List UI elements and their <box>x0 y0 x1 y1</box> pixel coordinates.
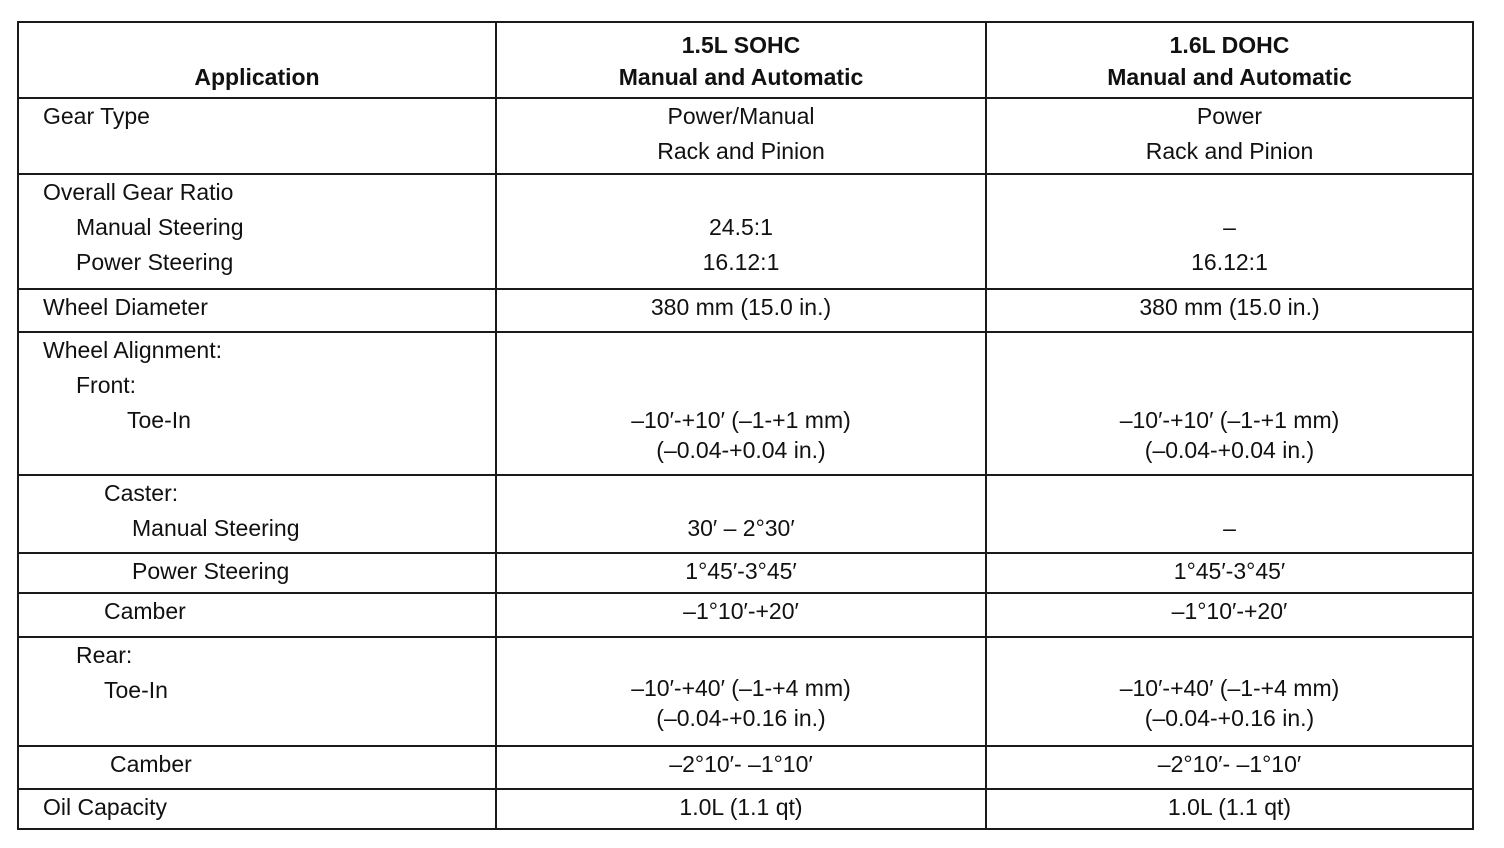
header-sohc <box>496 22 986 98</box>
rear-toe-in-label: Toe-In <box>104 677 168 704</box>
front-toe-in-dohc-line2: (–0.04-+0.04 in.) <box>1144 436 1315 463</box>
oil-capacity-label: Oil Capacity <box>43 793 167 820</box>
header-row <box>18 22 1473 98</box>
table-row-caster-power <box>18 553 1473 593</box>
wheel-diameter-sohc: 380 mm (15.0 in.) <box>650 293 832 320</box>
table-row-rear-toe-in <box>18 637 1473 745</box>
gear-type-dohc-cell <box>986 98 1473 174</box>
gear-type-label-cell <box>18 98 496 174</box>
table-row-oil-capacity <box>18 789 1473 829</box>
oil-capacity-dohc: 1.0L (1.1 qt) <box>1167 793 1292 820</box>
overall-gear-ratio-manual-label: Manual Steering <box>76 214 244 241</box>
header-dohc-line2: Manual and Automatic <box>1107 64 1352 90</box>
gear-type-sohc-cell <box>496 98 986 174</box>
caster-manual-dohc: – <box>1223 514 1236 541</box>
wheel-diameter-dohc: 380 mm (15.0 in.) <box>1139 293 1320 320</box>
gear-type-sohc-line2: Rack and Pinion <box>657 138 825 164</box>
front-camber-label: Camber <box>104 598 186 624</box>
caster-power-label: Power Steering <box>132 557 290 584</box>
overall-gear-ratio-dohc-cell <box>986 174 1473 288</box>
wheel-diameter-sohc-cell <box>496 289 986 332</box>
header-sohc-line2: Manual and Automatic <box>618 64 864 90</box>
rear-toe-in-sohc-cell <box>496 637 986 745</box>
wheel-diameter-label: Wheel Diameter <box>43 293 208 320</box>
table-row-rear-camber <box>18 746 1473 789</box>
header-dohc <box>986 22 1473 98</box>
caster-power-label-cell <box>18 553 496 593</box>
caster-manual-label: Manual Steering <box>132 514 300 541</box>
steering-specifications-table <box>17 21 1474 830</box>
header-dohc-line1: 1.6L DOHC <box>1169 32 1290 58</box>
rear-toe-in-sohc-line2: (–0.04-+0.16 in.) <box>656 705 826 732</box>
rear-toe-in-dohc-line1: –10′-+40′ (–1-+4 mm) <box>1119 675 1340 702</box>
overall-gear-ratio-power-label: Power Steering <box>76 249 234 276</box>
rear-label-cell <box>18 637 496 745</box>
overall-gear-ratio-sohc-manual: 24.5:1 <box>709 214 773 241</box>
rear-camber-dohc-cell <box>986 746 1473 789</box>
overall-gear-ratio-sohc-cell <box>496 174 986 288</box>
overall-gear-ratio-sohc-power: 16.12:1 <box>702 249 780 276</box>
front-toe-in-sohc-line2: (–0.04-+0.04 in.) <box>656 436 826 463</box>
front-camber-dohc-cell <box>986 593 1473 637</box>
rear-toe-in-dohc-line2: (–0.04-+0.16 in.) <box>1144 705 1315 732</box>
rear-camber-sohc: –2°10′- –1°10′ <box>669 750 813 777</box>
caster-manual-dohc-cell <box>986 475 1473 553</box>
header-application-text: Application <box>194 64 320 90</box>
gear-type-label: Gear Type <box>43 103 150 129</box>
rear-camber-sohc-cell <box>496 746 986 789</box>
rear-camber-label: Camber <box>110 750 192 777</box>
wheel-alignment-label-cell <box>18 332 496 475</box>
rear-toe-in-dohc-cell <box>986 637 1473 745</box>
caster-power-dohc: 1°45′-3°45′ <box>1173 557 1286 584</box>
front-toe-in-sohc-cell <box>496 332 986 475</box>
gear-type-sohc-line1: Power/Manual <box>667 103 815 129</box>
front-toe-in-dohc-cell <box>986 332 1473 475</box>
header-sohc-line1: 1.5L SOHC <box>681 32 801 58</box>
rear-camber-label-cell <box>18 746 496 789</box>
oil-capacity-sohc-cell <box>496 789 986 829</box>
oil-capacity-label-cell <box>18 789 496 829</box>
table-row-wheel-diameter <box>18 289 1473 332</box>
overall-gear-ratio-label-cell <box>18 174 496 288</box>
caster-power-sohc-cell <box>496 553 986 593</box>
front-camber-sohc: –1°10′-+20′ <box>683 598 799 624</box>
gear-type-dohc-line1: Power <box>1196 103 1263 129</box>
oil-capacity-dohc-cell <box>986 789 1473 829</box>
oil-capacity-sohc: 1.0L (1.1 qt) <box>679 793 803 820</box>
front-toe-in-label: Toe-In <box>127 406 191 433</box>
overall-gear-ratio-label: Overall Gear Ratio <box>43 179 234 206</box>
table-row-gear-type <box>18 98 1473 174</box>
front-camber-sohc-cell <box>496 593 986 637</box>
front-toe-in-sohc-line1: –10′-+10′ (–1-+1 mm) <box>631 406 851 433</box>
table-row-wheel-alignment-front-toe-in <box>18 332 1473 475</box>
table-row-overall-gear-ratio <box>18 174 1473 288</box>
table-row-caster-manual <box>18 475 1473 553</box>
overall-gear-ratio-dohc-manual: – <box>1223 214 1236 241</box>
wheel-alignment-label: Wheel Alignment: <box>43 336 222 363</box>
header-application <box>18 22 496 98</box>
caster-power-dohc-cell <box>986 553 1473 593</box>
gear-type-dohc-line2: Rack and Pinion <box>1145 138 1314 164</box>
caster-power-sohc: 1°45′-3°45′ <box>685 557 797 584</box>
wheel-diameter-label-cell <box>18 289 496 332</box>
caster-manual-sohc: 30′ – 2°30′ <box>687 514 795 541</box>
wheel-diameter-dohc-cell <box>986 289 1473 332</box>
front-label: Front: <box>76 371 137 398</box>
front-camber-dohc: –1°10′-+20′ <box>1171 598 1288 624</box>
caster-manual-sohc-cell <box>496 475 986 553</box>
rear-label: Rear: <box>76 642 133 669</box>
overall-gear-ratio-dohc-power: 16.12:1 <box>1191 249 1268 276</box>
caster-label: Caster: <box>104 479 179 506</box>
table-row-front-camber <box>18 593 1473 637</box>
front-toe-in-dohc-line1: –10′-+10′ (–1-+1 mm) <box>1119 406 1340 433</box>
front-camber-label-cell <box>18 593 496 637</box>
caster-label-cell <box>18 475 496 553</box>
rear-camber-dohc: –2°10′- –1°10′ <box>1157 750 1302 777</box>
rear-toe-in-sohc-line1: –10′-+40′ (–1-+4 mm) <box>631 675 851 702</box>
